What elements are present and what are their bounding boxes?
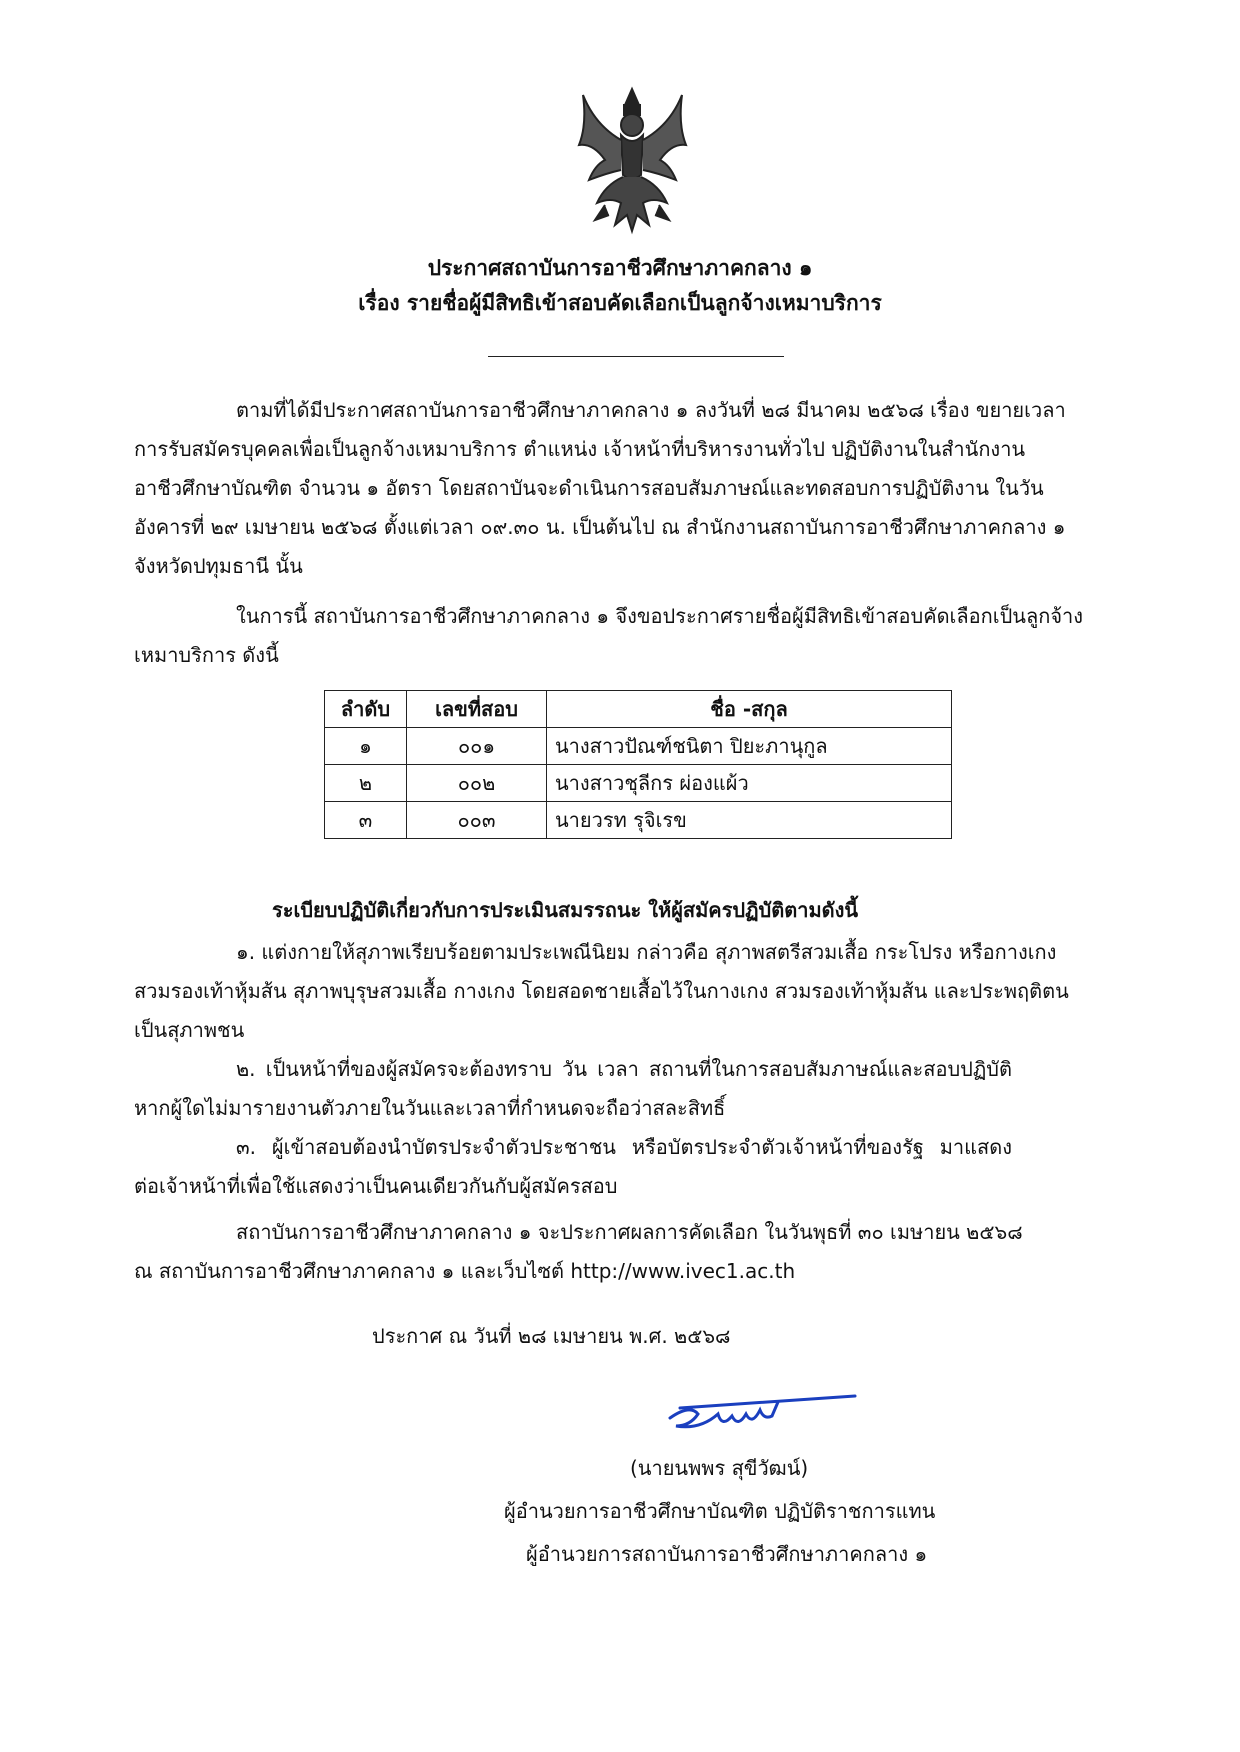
signatory-name: (นายนพพร สุขีวัฒน์) — [630, 1456, 809, 1480]
cell-order: ๓ — [325, 802, 407, 839]
para2-line-1: ในการนี้ สถาบันการอาชีวศึกษาภาคกลาง ๑ จึงขอประกาศรายชื่อผู้มีสิทธิเข้าสอบคัดเลือกเป็นลูกจ้าง — [236, 604, 1084, 628]
handwritten-signature-icon — [660, 1380, 860, 1440]
document-subject: เรื่อง รายชื่อผู้มีสิทธิเข้าสอบคัดเลือกเป็นลูกจ้างเหมาบริการ — [358, 291, 882, 315]
rule-line-4: ๒. เป็นหน้าที่ของผู้สมัครจะต้องทราบ วัน เวลา สถานที่ในการสอบสัมภาษณ์และสอบปฏิบัติ — [236, 1057, 1012, 1081]
para1-line-4: อังคารที่ ๒๙ เมษายน ๒๕๖๘ ตั้งแต่เวลา ๐๙.๓๐ น. เป็นต้นไป ณ สำนักงานสถาบันการอาชีวศึกษาภาคกลาง ๑ — [134, 515, 1066, 539]
para2-line-2: เหมาบริการ ดังนี้ — [134, 643, 279, 667]
para1-line-2: การรับสมัครบุคคลเพื่อเป็นลูกจ้างเหมาบริการ ตำแหน่ง เจ้าหน้าที่บริหารงานทั่วไป ปฏิบัติงานในสำนักงาน — [134, 437, 1026, 461]
signatory-position-1: ผู้อำนวยการอาชีวศึกษาบัณฑิต ปฏิบัติราชการแทน — [504, 1499, 936, 1523]
cell-name: นางสาวปัณฑ์ชนิตา ปิยะภานุกูล — [547, 728, 952, 765]
para1-line-3: อาชีวศึกษาบัณฑิต จำนวน ๑ อัตรา โดยสถาบันจะดำเนินการสอบสัมภาษณ์และทดสอบการปฏิบัติงาน ในวัน — [134, 476, 1044, 500]
cell-name: นายวรท รุจิเรข — [547, 802, 952, 839]
rule-line-7: ต่อเจ้าหน้าที่เพื่อใช้แสดงว่าเป็นคนเดียวกันกับผู้สมัครสอบ — [134, 1174, 618, 1198]
garuda-emblem-icon — [575, 85, 690, 235]
rules-heading: ระเบียบปฏิบัติเกี่ยวกับการประเมินสมรรถนะ ให้ผู้สมัครปฏิบัติตามดังนี้ — [272, 898, 859, 922]
cell-order: ๒ — [325, 765, 407, 802]
signatory-position-2: ผู้อำนวยการสถาบันการอาชีวศึกษาภาคกลาง ๑ — [526, 1542, 928, 1566]
para1-line-1: ตามที่ได้มีประกาศสถาบันการอาชีวศึกษาภาคกลาง ๑ ลงวันที่ ๒๘ มีนาคม ๒๕๖๘ เรื่อง ขยายเวลา — [236, 398, 1066, 422]
col-header-exam-number: เลขที่สอบ — [407, 691, 547, 728]
cell-name: นางสาวชุลีกร ผ่องแผ้ว — [547, 765, 952, 802]
rule-line-2: สวมรองเท้าหุ้มส้น สุภาพบุรุษสวมเสื้อ กางเกง โดยสอดชายเสื้อไว้ในกางเกง สวมรองเท้าหุ้มส้น และประพฤติตน — [134, 979, 1069, 1003]
col-header-name: ชื่อ -สกุล — [547, 691, 952, 728]
title-divider — [488, 356, 784, 357]
table-row — [325, 802, 952, 839]
rule-line-3: เป็นสุภาพชน — [134, 1018, 245, 1042]
cell-exam-number: ๐๐๒ — [407, 765, 547, 802]
document-title: ประกาศสถาบันการอาชีวศึกษาภาคกลาง ๑ — [427, 256, 813, 280]
rule-line-1: ๑. แต่งกายให้สุภาพเรียบร้อยตามประเพณีนิยม กล่าวคือ สุภาพสตรีสวมเสื้อ กระโปรง หรือกางเกง — [236, 940, 1057, 964]
announce-line-2: ณ สถาบันการอาชีวศึกษาภาคกลาง ๑ และเว็บไซต์ http://www.ivec1.ac.th — [134, 1259, 796, 1283]
rule-line-5: หากผู้ใดไม่มารายงานตัวภายในวันและเวลาที่กำหนดจะถือว่าสละสิทธิ์ — [134, 1096, 726, 1120]
table-header-row — [325, 691, 952, 728]
col-header-order: ลำดับ — [325, 691, 407, 728]
rule-line-6: ๓. ผู้เข้าสอบต้องนำบัตรประจำตัวประชาชน หรือบัตรประจำตัวเจ้าหน้าที่ของรัฐ มาแสดง — [236, 1135, 1012, 1159]
cell-exam-number: ๐๐๑ — [407, 728, 547, 765]
announcement-date: ประกาศ ณ วันที่ ๒๘ เมษายน พ.ศ. ๒๕๖๘ — [372, 1324, 731, 1348]
cell-order: ๑ — [325, 728, 407, 765]
table-row — [325, 728, 952, 765]
announce-line-1: สถาบันการอาชีวศึกษาภาคกลาง ๑ จะประกาศผลการคัดเลือก ในวันพุธที่ ๓๐ เมษายน ๒๕๖๘ — [236, 1220, 1023, 1244]
candidate-table — [324, 690, 952, 839]
cell-exam-number: ๐๐๓ — [407, 802, 547, 839]
table-row — [325, 765, 952, 802]
para1-line-5: จังหวัดปทุมธานี นั้น — [134, 554, 303, 578]
